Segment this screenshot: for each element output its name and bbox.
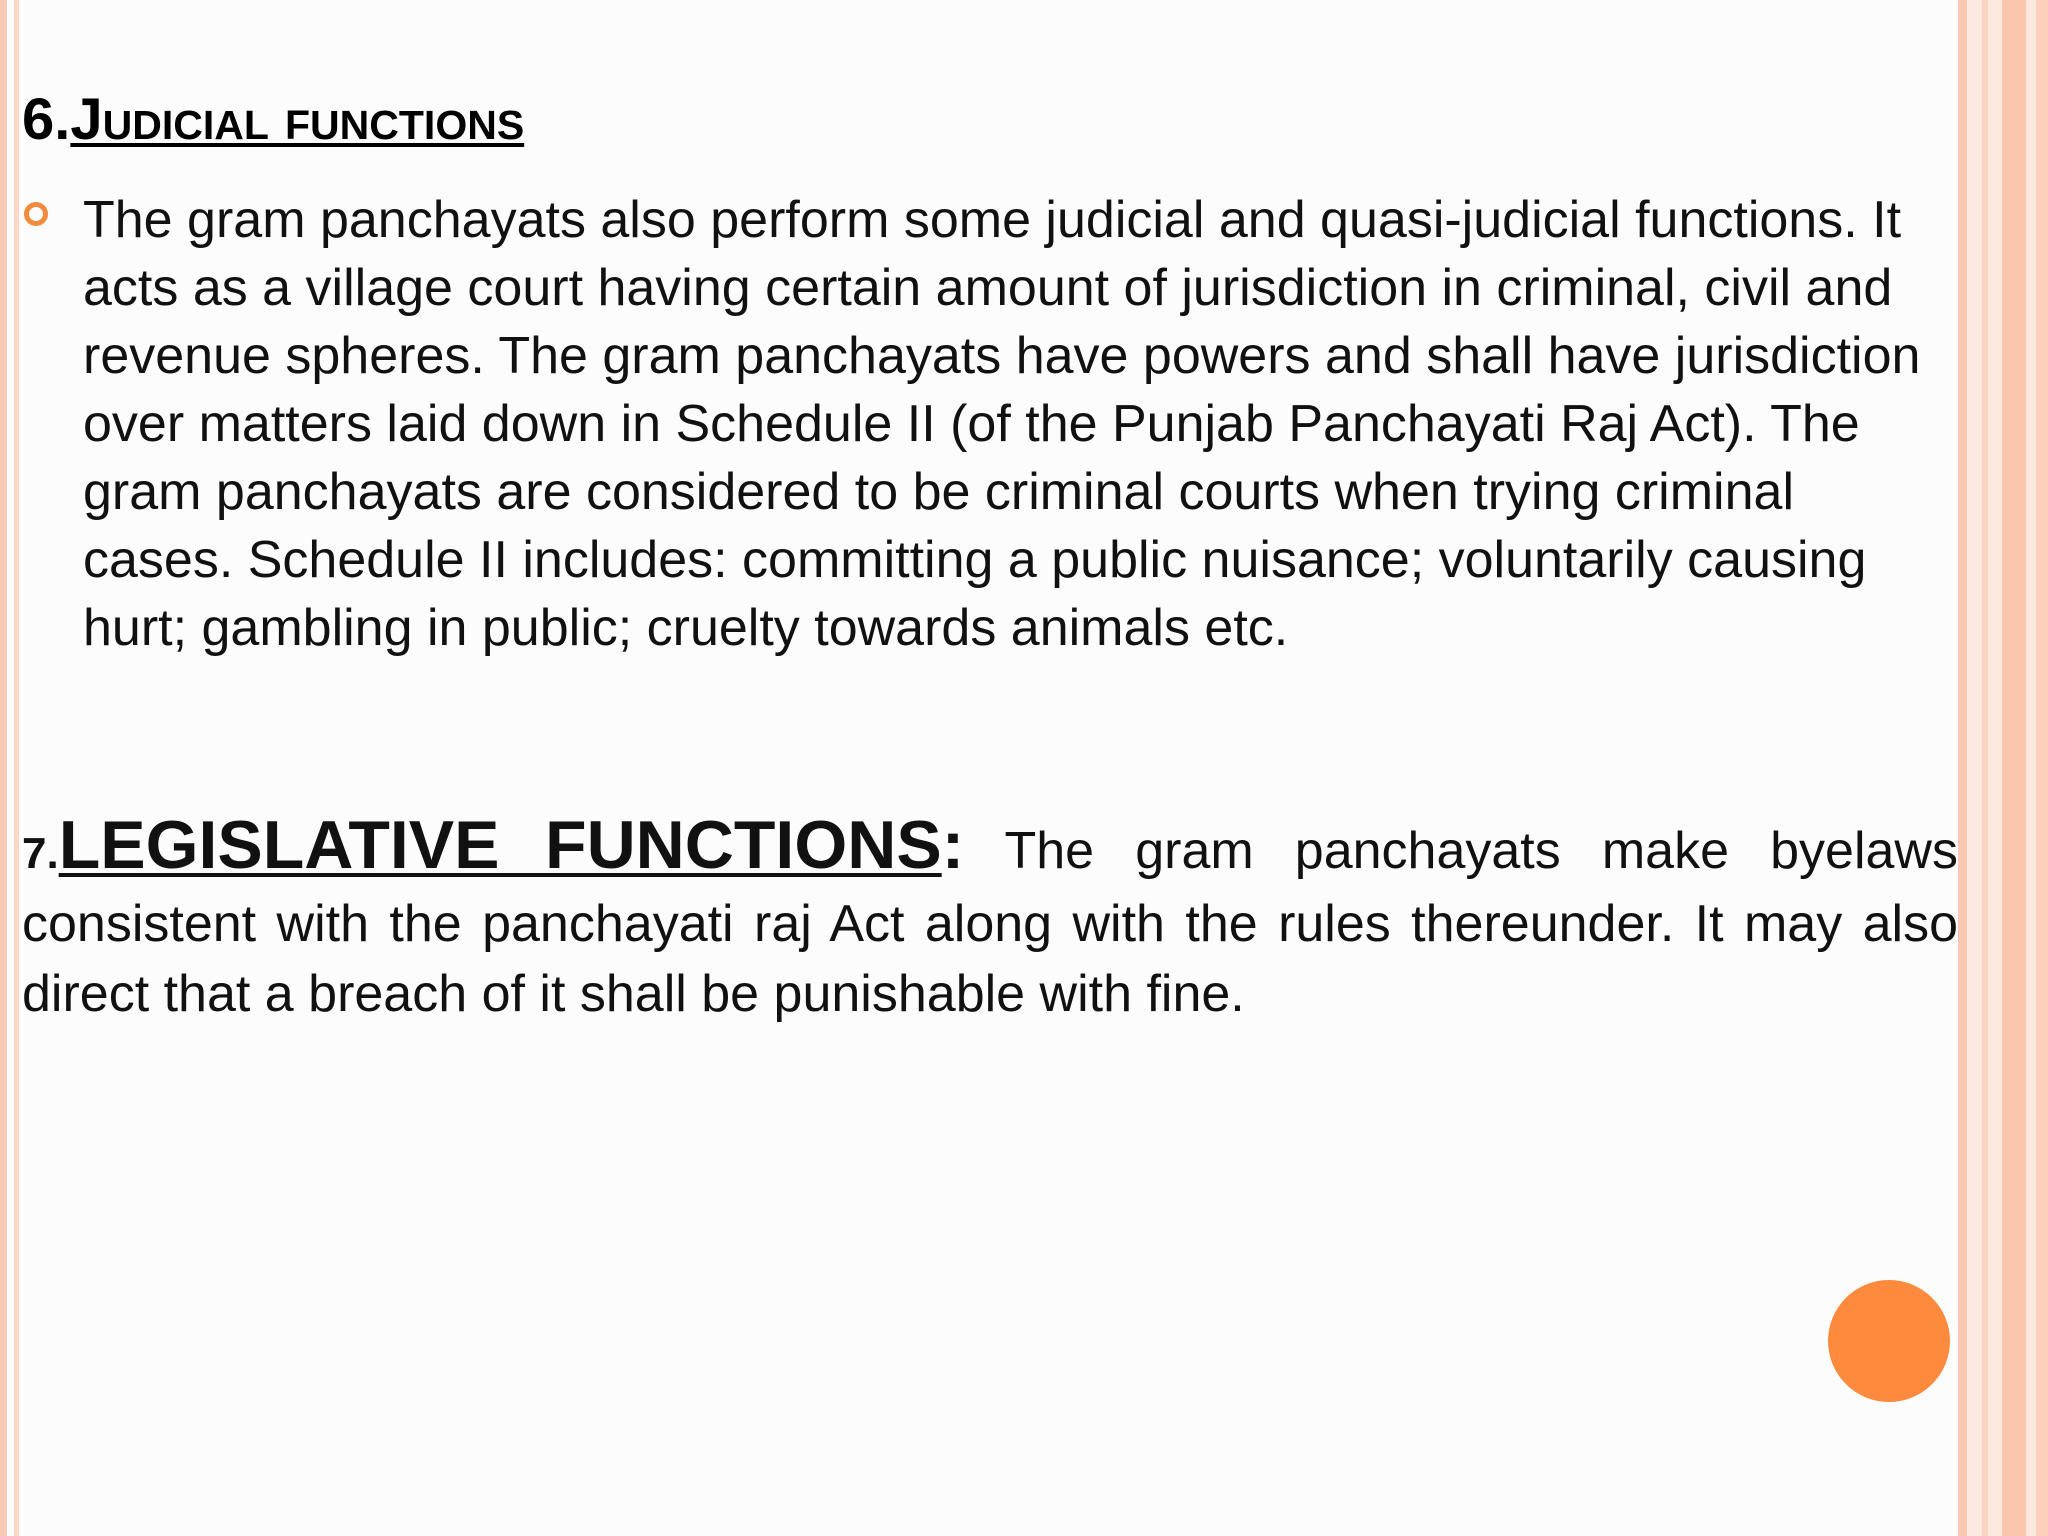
ring-bullet-icon — [24, 202, 48, 226]
section-7-number: 7. — [22, 829, 59, 878]
section-7-text: The gram panchayats make byelaws consistent with the panchayati raj Act along with the rules thereunder. It may also direct that a breach of it shall be punishable with fine. — [22, 822, 1958, 1023]
left-border-stripe — [0, 0, 7, 1536]
right-border-stripe — [2036, 0, 2048, 1536]
section-6-title: Judicial functions — [70, 87, 525, 152]
left-border-stripe-inner — [14, 0, 19, 1536]
right-border-stripe — [1958, 0, 1967, 1536]
section-7-colon: : — [941, 807, 965, 883]
right-border-stripe — [2002, 0, 2026, 1536]
orange-circle-decoration — [1828, 1280, 1950, 1402]
section-6-number: 6. — [22, 87, 71, 152]
section-7-paragraph — [22, 807, 1958, 1029]
section-6-heading — [22, 88, 524, 152]
section-6-paragraph: The gram panchayats also perform some judicial and quasi-judicial functions. It acts as a village court having certain amount of jurisdiction in criminal, civil and revenue spheres. The gram panchayats have powers and shall have jurisdiction over matters laid down in Schedule II (of the Punjab Panchayati Raj Act). The gram panchayats are considered to be criminal courts when trying criminal cases. Schedule II includes: committing a public nuisance; voluntarily causing hurt; gambling in public; cruelty towards animals etc. — [83, 191, 1921, 657]
right-border-stripe — [1982, 0, 1988, 1536]
section-7-title: LEGISLATIVE FUNCTIONS — [58, 807, 942, 883]
